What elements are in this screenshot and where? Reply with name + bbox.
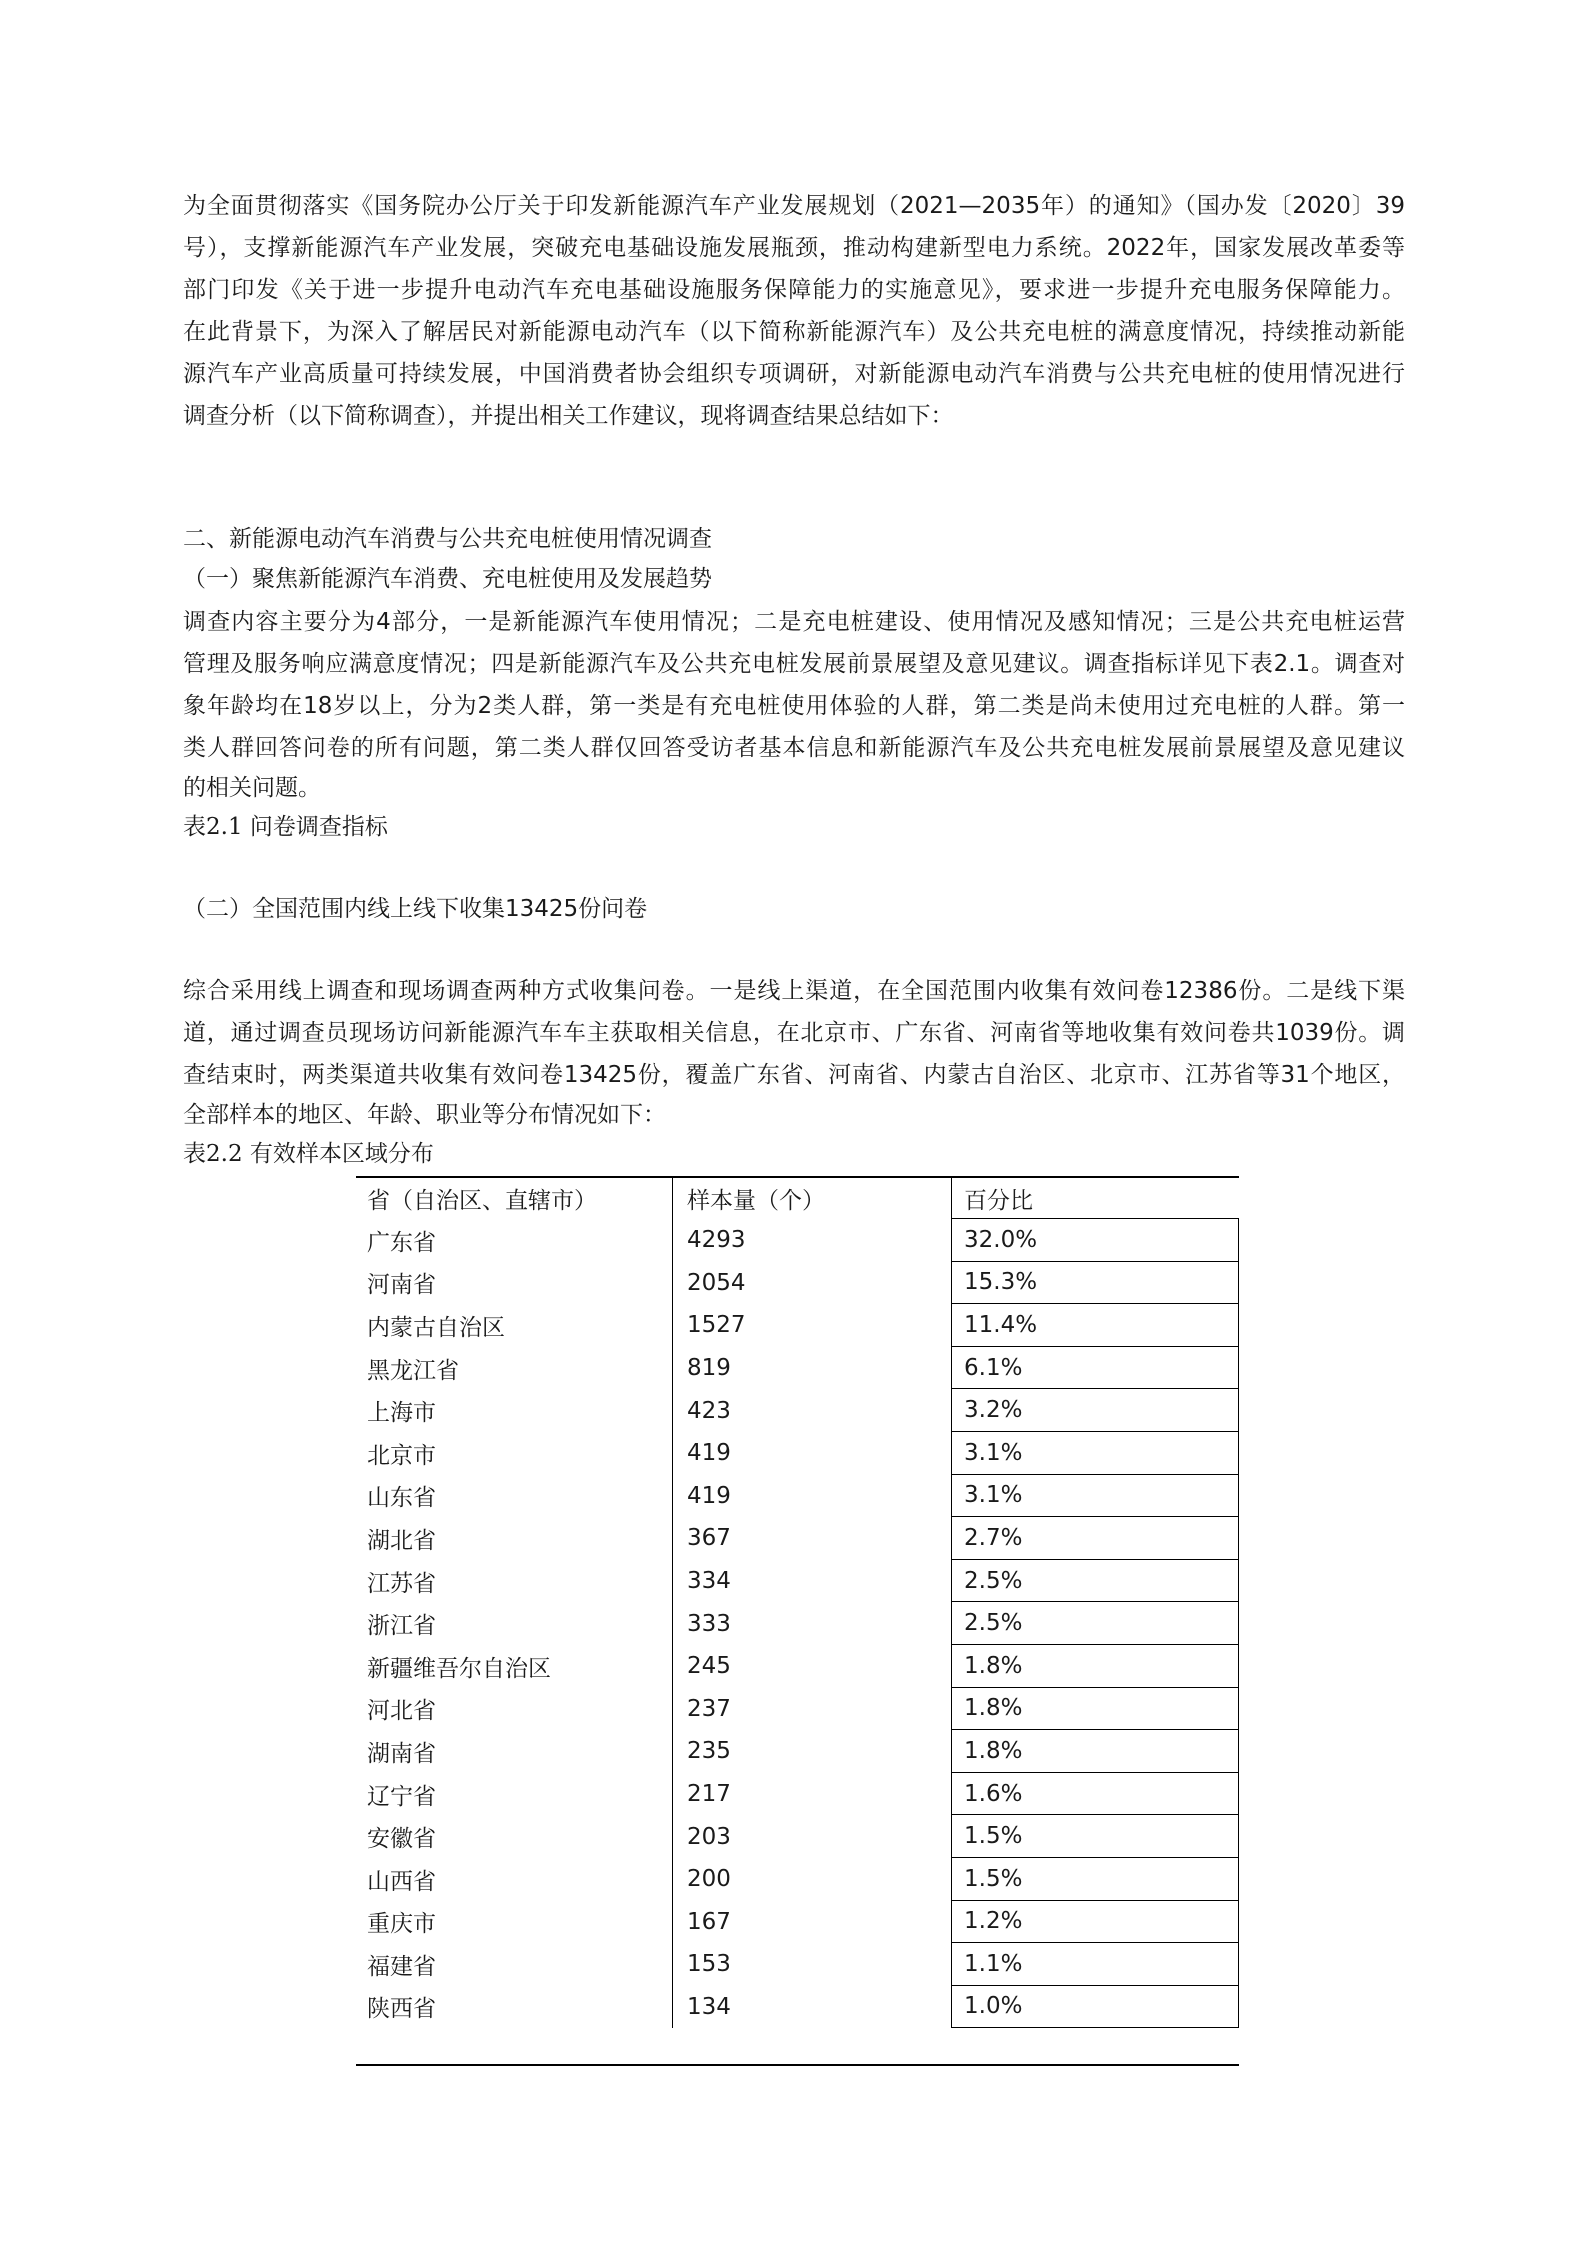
cell-percentage: 1.8% [951,1645,1239,1688]
cell-sample-size: 235 [687,1738,731,1765]
table-row [356,1347,1239,1390]
cell-sample-size: 134 [687,1993,731,2020]
paragraph-line: 调查内容主要分为4部分，一是新能源汽车使用情况；二是充电桩建设、使用情况及感知情况；三是公共充电桩运营 [183,609,1405,635]
cell-province: 河北省 [356,1688,673,1731]
table-row [356,1389,1239,1432]
cell-province: 山东省 [356,1475,673,1518]
cell-sample-size: 367 [687,1525,731,1552]
table-row [356,1262,1239,1305]
region-distribution-table [356,1176,1239,2028]
cell-sample-size: 1527 [687,1312,746,1339]
cell-percentage: 15.3% [951,1262,1239,1305]
cell-province: 重庆市 [356,1901,673,1944]
cell-sample-size: 237 [687,1695,731,1722]
table-body [356,1219,1239,2028]
table-row [356,1645,1239,1688]
cell-sample-size: 4293 [687,1227,746,1254]
cell-province: 浙江省 [356,1602,673,1645]
intro-line: 部门印发《关于进一步提升电动汽车充电基础设施服务保障能力的实施意见》，要求进一步提升充电服务保障能力。 [183,277,1405,303]
table-row [356,1986,1239,2029]
cell-province: 湖南省 [356,1730,673,1773]
section-heading: 二、新能源电动汽车消费与公共充电桩使用情况调查 [183,526,712,552]
paragraph-line: 查结束时，两类渠道共收集有效问卷13425份，覆盖广东省、河南省、内蒙古自治区、北京市、江苏省等31个地区， [183,1062,1405,1088]
table-row [356,1602,1239,1645]
cell-province: 山西省 [356,1858,673,1901]
table-row [356,1219,1239,1262]
cell-percentage: 1.8% [951,1688,1239,1731]
cell-percentage: 2.5% [951,1602,1239,1645]
cell-percentage: 3.2% [951,1389,1239,1432]
paragraph-line: 管理及服务响应满意度情况；四是新能源汽车及公共充电桩发展前景展望及意见建议。调查指标详见下表2.1。调查对 [183,651,1405,677]
cell-sample-size: 245 [687,1653,731,1680]
table-row [356,1815,1239,1858]
cell-sample-size: 819 [687,1355,731,1382]
cell-percentage: 2.7% [951,1517,1239,1560]
cell-province: 陕西省 [356,1986,673,2029]
cell-sample-size: 2054 [687,1269,746,1296]
intro-line: 在此背景下，为深入了解居民对新能源电动汽车（以下简称新能源汽车）及公共充电桩的满意度情况，持续推动新能 [183,319,1405,345]
table-row [356,1858,1239,1901]
cell-sample-size: 200 [687,1866,731,1893]
cell-percentage: 2.5% [951,1560,1239,1603]
cell-province: 河南省 [356,1262,673,1305]
cell-sample-size: 153 [687,1951,731,1978]
cell-percentage: 1.8% [951,1730,1239,1773]
intro-line: 源汽车产业高质量可持续发展，中国消费者协会组织专项调研，对新能源电动汽车消费与公共充电桩的使用情况进行 [183,361,1405,387]
table-row [356,1943,1239,1986]
cell-province: 江苏省 [356,1560,673,1603]
cell-province: 上海市 [356,1389,673,1432]
cell-province: 新疆维吾尔自治区 [356,1645,673,1688]
table-row [356,1560,1239,1603]
subsection-heading-1: （一）聚焦新能源汽车消费、充电桩使用及发展趋势 [183,566,712,592]
cell-sample-size: 334 [687,1568,731,1595]
table-row [356,1688,1239,1731]
table-header-row [356,1176,1239,1219]
cell-sample-size: 423 [687,1397,731,1424]
table-row [356,1730,1239,1773]
cell-percentage: 1.5% [951,1815,1239,1858]
cell-percentage: 1.1% [951,1943,1239,1986]
cell-province: 内蒙古自治区 [356,1304,673,1347]
cell-percentage: 3.1% [951,1475,1239,1518]
table-row [356,1304,1239,1347]
cell-province: 湖北省 [356,1517,673,1560]
cell-province: 辽宁省 [356,1773,673,1816]
cell-percentage: 1.2% [951,1901,1239,1944]
table-row [356,1475,1239,1518]
intro-line: 调查分析（以下简称调查），并提出相关工作建议，现将调查结果总结如下： [183,403,954,429]
cell-percentage: 1.0% [951,1986,1239,2029]
table-row [356,1773,1239,1816]
header-percentage: 百分比 [951,1178,1239,1219]
cell-sample-size: 167 [687,1908,731,1935]
paragraph-line: 象年龄均在18岁以上，分为2类人群，第一类是有充电桩使用体验的人群，第二类是尚未使用过充电桩的人群。第一 [183,693,1405,719]
paragraph-line: 道，通过调查员现场访问新能源汽车车主获取相关信息，在北京市、广东省、河南省等地收集有效问卷共1039份。调 [183,1020,1405,1046]
intro-line: 为全面贯彻落实《国务院办公厅关于印发新能源汽车产业发展规划（2021—2035年）的通知》（国办发〔2020〕39 [183,193,1405,219]
cell-sample-size: 419 [687,1482,731,1509]
table-caption-2-2: 表2.2 有效样本区域分布 [183,1141,434,1167]
cell-percentage: 32.0% [951,1219,1239,1262]
cell-province: 黑龙江省 [356,1347,673,1390]
cell-sample-size: 203 [687,1823,731,1850]
header-province: 省（自治区、直辖市） [356,1178,673,1219]
cell-percentage: 3.1% [951,1432,1239,1475]
table-row [356,1432,1239,1475]
cell-percentage: 6.1% [951,1347,1239,1390]
cell-province: 广东省 [356,1219,673,1262]
paragraph-line: 的相关问题。 [183,775,321,801]
cell-province: 北京市 [356,1432,673,1475]
intro-line: 号），支撑新能源汽车产业发展，突破充电基础设施发展瓶颈，推动构建新型电力系统。2022年，国家发展改革委等 [183,235,1405,261]
paragraph-line: 全部样本的地区、年龄、职业等分布情况如下： [183,1102,666,1128]
cell-percentage: 1.6% [951,1773,1239,1816]
cell-percentage: 11.4% [951,1304,1239,1347]
cell-sample-size: 419 [687,1440,731,1467]
paragraph-line: 类人群回答问卷的所有问题，第二类人群仅回答受访者基本信息和新能源汽车及公共充电桩发展前景展望及意见建议 [183,735,1405,761]
cell-sample-size: 217 [687,1781,731,1808]
cell-province: 福建省 [356,1943,673,1986]
cell-sample-size: 333 [687,1610,731,1637]
cell-percentage: 1.5% [951,1858,1239,1901]
table-row [356,1517,1239,1560]
table-bottom-rule [356,2064,1239,2066]
table-row [356,1901,1239,1944]
table-caption-2-1: 表2.1 问卷调查指标 [183,814,388,840]
cell-province: 安徽省 [356,1815,673,1858]
subsection-heading-2: （二）全国范围内线上线下收集13425份问卷 [183,896,648,922]
header-sample-size: 样本量（个） [687,1188,825,1214]
paragraph-line: 综合采用线上调查和现场调查两种方式收集问卷。一是线上渠道，在全国范围内收集有效问卷12386份。二是线下渠 [183,978,1405,1004]
